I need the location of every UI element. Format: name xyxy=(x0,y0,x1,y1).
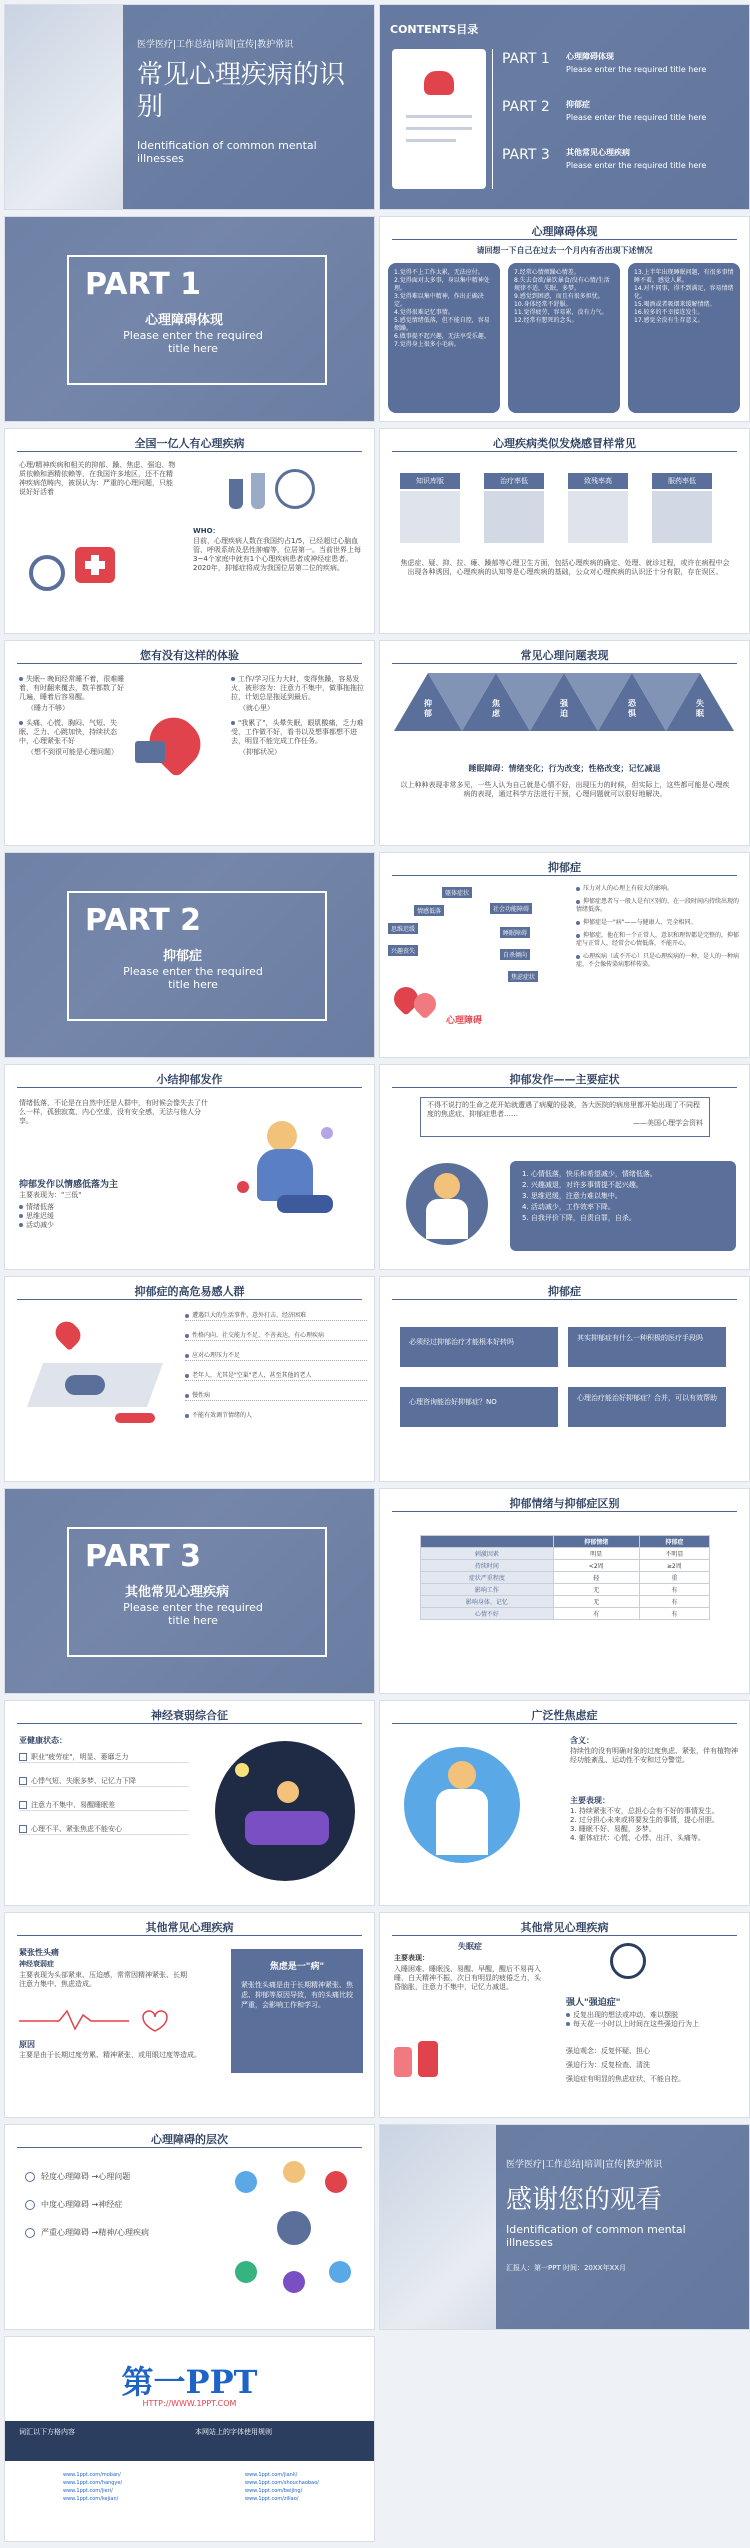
anxiety-def: 持续性的没有明确对象的过度焦虑、紧张，伴有植物神经功能紊乱、运动性不安和过分警觉。 xyxy=(570,1747,738,1764)
slide-symptoms[interactable] xyxy=(379,216,750,422)
cover-top: 医学医疗|工作总结|培训|宣传|教护常识 xyxy=(137,40,294,50)
slide-part1[interactable] xyxy=(4,216,375,422)
hearts-icon xyxy=(394,981,442,1025)
experience-left: 失眠-- 晚间经常睡不着，很难睡着，有时翻来覆去，数羊都数了好几遍，睡着后容易醒。 （睡力不够） 头痛、心慌、胸闷、气短、失眠、乏力、心跳加快，持续状态中，心理紧张不好 （想不到很可能是心理问题） xyxy=(19,675,125,756)
depression-tag-3: 思维迟缓 xyxy=(388,923,418,934)
slide-other-1[interactable] xyxy=(4,1912,375,2118)
other1-title: 其他常见心理疾病 xyxy=(145,1921,234,1934)
clipboard-icon xyxy=(392,49,486,189)
other2-p4: 强迫行为：反复检查、清洗 xyxy=(566,2061,650,2069)
network-illustration xyxy=(225,2161,365,2311)
common-title: 心理疾病类似发烧感冒样常见 xyxy=(493,437,636,450)
cover-sub: Identification of common mental illnesses xyxy=(137,139,317,165)
symptoms-question: 请回想一下自己在过去一个月内有否出现下述情况 xyxy=(476,246,653,255)
sad-person-illustration xyxy=(237,1111,347,1241)
other2-p5: 强迫症有明显的焦虑症状，不能自控。 xyxy=(566,2075,685,2083)
problem-2: 焦虑 xyxy=(492,699,500,718)
slide-experience[interactable] xyxy=(4,640,375,846)
part1-title: 心理障碍体现 xyxy=(145,313,224,328)
problems-line: 睡眠障碍：情绪变化；行为改变；性格改变；记忆减退 xyxy=(468,764,661,773)
bottles-icon xyxy=(394,2033,464,2093)
slide-neurasthenia[interactable] xyxy=(4,1700,375,1906)
problem-4: 恐惧 xyxy=(628,699,636,718)
other2-h2: 强人"强迫症" xyxy=(566,1998,621,2008)
qa-box-1: 必须经过抑郁治疗才能根本好转吗 xyxy=(400,1327,558,1367)
part3-number: PART 3 xyxy=(85,1539,201,1574)
night-sofa-illustration xyxy=(215,1741,355,1881)
part1-number: PART 1 xyxy=(85,267,201,302)
anxiety-sym-label: 主要表现： xyxy=(570,1796,610,1805)
main-symptoms-title: 抑郁发作——主要症状 xyxy=(509,1073,620,1086)
other2-h1: 失眠症 xyxy=(458,1942,482,1951)
footer-left-heading: 词汇以下方格内容 xyxy=(19,2428,75,2436)
slide-depression[interactable] xyxy=(379,852,750,1058)
first-aid-icon xyxy=(25,541,115,601)
slide-other-2[interactable] xyxy=(379,1912,750,2118)
prevalence-title: 全国一亿人有心理疾病 xyxy=(134,437,245,450)
slide-part3[interactable] xyxy=(4,1488,375,1694)
slide-common[interactable] xyxy=(379,428,750,634)
neurasthenia-list: 职业"疲劳症"，明显、萎靡乏力 心悸气短、失眠多梦、记忆力下降 注意力不集中、易醒睡眠差 心理不平、紧张焦虑不能安心 xyxy=(19,1753,189,1835)
heartbeat-icon xyxy=(19,2007,169,2033)
qa-box-4: 心理治疗能治好抑郁症？合并，可以有效帮助 xyxy=(568,1387,726,1427)
thanks-panel xyxy=(496,2125,750,2330)
levels-title: 心理障碍的层次 xyxy=(151,2133,228,2146)
footer-right-heading: 本网站上的字体使用规则 xyxy=(195,2428,272,2436)
other1-box: 焦虑是一"病" 紧张性头痛是由于长期精神紧张、焦虑、抑郁等原因导致，有的头痛比较严重，会影响工作和学习。 xyxy=(231,1949,363,2073)
footer-links-right: www.1ppt.com/jianli/ www.1ppt.com/shouchaobao/ www.1ppt.com/beijing/ www.1ppt.com/ziliao/ xyxy=(245,2472,319,2502)
compare-table: 抑郁情绪 抑郁症 刺激因素 明显 不明显 持续时间 <2周 ≥2周 症状严重程度 轻 重 影响工作 无 有 影响身体、记忆 无 有 心情不好 有 有 xyxy=(420,1535,710,1620)
summary-items: 情绪低落 思维迟缓 活动减少 xyxy=(19,1203,54,1230)
common-card-1: 知识库版 xyxy=(400,473,460,489)
other1-p1: 主要表现为头部紧束、压迫感，常常因精神紧张、长期注意力集中、焦虑造成。 xyxy=(19,1971,187,1988)
slide-thanks[interactable] xyxy=(379,2124,750,2330)
doctor-illustration xyxy=(404,1747,520,1863)
risk-title: 抑郁症的高危易感人群 xyxy=(134,1285,245,1298)
main-symptoms-quote: 不得不说打的生命之花开始就遭遇了病魔的侵袭，各大医院的病房里都开始出现了不同程度的焦虑症、抑郁症患者…… ——美国心理学会资料 xyxy=(420,1097,710,1137)
other2-title: 其他常见心理疾病 xyxy=(520,1921,609,1934)
doctor-icon xyxy=(406,1163,488,1245)
slide-prevalence[interactable] xyxy=(4,428,375,634)
slide-cover[interactable] xyxy=(4,4,375,210)
anxiety-title: 广泛性焦虑症 xyxy=(531,1709,598,1722)
contents-panel xyxy=(380,5,750,210)
table-row: 症状严重程度 轻 重 xyxy=(421,1572,710,1584)
other2-p3: 强迫观念：反复怀疑、担心 xyxy=(566,2047,650,2055)
footer-logo[interactable]: 第一PPT xyxy=(121,2363,258,2401)
contents-label: CONTENTS目录 xyxy=(390,23,479,36)
table-row: 持续时间 <2周 ≥2周 xyxy=(421,1560,710,1572)
slide-main-symptoms[interactable] xyxy=(379,1064,750,1270)
other1-h3: 原因 xyxy=(19,2040,35,2049)
anxiety-def-label: 含义： xyxy=(570,1736,594,1745)
stethoscope-icon xyxy=(590,1943,650,1993)
contents-sub-3: Please enter the required title here xyxy=(566,161,707,170)
common-photo-3 xyxy=(568,491,628,543)
depression-title: 抑郁症 xyxy=(548,861,581,874)
heart-icon xyxy=(135,711,215,781)
symptoms-card-2: 7.经常心情烦躁心情差。 8.失去食欲/暴饮暴食/没有心情/生活规律不适，失眠，多梦。 9.感觉到困惑，而且有很多担忧。 10.身体经常不舒服。 11.觉得疲劳，容易累，没有力气。 12.经常有想死的念头。 xyxy=(508,263,620,413)
other1-p2: 主要是由于长期过度劳累、精神紧张，或用眼过度等造成。 xyxy=(19,2051,201,2059)
thanks-top: 医学医疗|工作总结|培训|宣传|教护常识 xyxy=(506,2160,663,2170)
common-paragraph: 焦虑症、疑、抑、拉、瘫、躁郁等心理卫生方面，包括心理疾病的确定、处理、就诊过程，或许在病程中会出现各种诱因，心理疾病的认知等是心理疾病的基础，公众对心理疾病的认识还十分有限，存在误区。 xyxy=(400,559,730,576)
depression-tag-6: 睡眠障碍 xyxy=(500,927,530,938)
part3-sub: Please enter the required title here xyxy=(123,1601,263,1627)
depression-bullets: 压力对人的心理上有较大的影响。 抑郁症患者与一般人是有区别的、在一段时间内持续出现的情绪低落。 抑郁症是一"病"——与健康人、完全相同。 抑郁症，他在和一个正常人，意识和理智都是完整的，抑郁症与正常人，经常会心情低落，不能开心。 心理疾病（或不开心）只是心理疾病的一种，是人的一种病症，不会像传染病那样传染。 xyxy=(576,885,740,968)
contents-part-2[interactable]: PART 2 xyxy=(502,99,550,115)
contents-part-3[interactable]: PART 3 xyxy=(502,147,550,163)
experience-right: 工作/学习压力大时，变得焦躁，容易发火，被形容为：注意力不集中，做事拖拖拉拉，计划总是拖延到最后。 （就心里） "我累了"，头晕失眠，眼肌酸痛，乏力难受，工作做不好，看书以及想事都想不进去，明显不能完成工作任务。 （抑郁状况） xyxy=(231,675,364,756)
problems-title: 常见心理问题表现 xyxy=(520,649,609,662)
summary-p: 情绪低落，不论是在自然中还是人群中，有时候会像失去了什么一样，孤独寂寞，内心空虚，没有安全感，无法与他人分享。 xyxy=(19,1099,208,1125)
problem-3: 强迫 xyxy=(560,699,568,718)
depression-tag-8: 焦虑症状 xyxy=(508,971,538,982)
slide-problems[interactable] xyxy=(379,640,750,846)
part2-sub: Please enter the required title here xyxy=(123,965,263,991)
symptoms-card-1: 1.觉得不上工作太累，无法应付。 2.觉得面对太多事，身以集中精神处理。 3.觉得难以集中精神，作出正确决定。 4.觉得很难记忆事情。 5.感觉情绪低落，但不能自控，容易烦躁。 6.做事提不起兴趣，无法享受乐趣。 7.觉得身上很多小毛病。 xyxy=(388,263,500,413)
table-row: 刺激因素 明显 不明显 xyxy=(421,1548,710,1560)
lab-icon xyxy=(219,463,339,513)
thanks-meta: 汇报人：第一PPT 时间：20XX年XX月 xyxy=(506,2264,627,2272)
problems-paragraph: 以上种种表现非常多见，一些人认为自己就是心情不好，出现压力的时候，但实际上，这些都可能是心理疾病的表现，通过科学方法进行干预，心理问题就可以很好地解决。 xyxy=(400,781,730,798)
slide-footer[interactable] xyxy=(4,2336,375,2542)
cover-title: 常见心理疾病的识别 xyxy=(137,60,346,122)
slide-risk[interactable] xyxy=(4,1276,375,1482)
qa-box-3: 心理咨询能治好抑郁症？NO xyxy=(400,1387,558,1427)
table-row: 心情不好 有 有 xyxy=(421,1608,710,1620)
cover-panel xyxy=(123,5,375,210)
slide-summary[interactable] xyxy=(4,1064,375,1270)
other2-p1: 主要表现： xyxy=(394,1954,429,1962)
footer-url[interactable]: HTTP://WWW.1PPT.COM xyxy=(142,2399,237,2408)
depression-tag-7: 自杀倾向 xyxy=(500,949,530,960)
risk-list: 遭遇巨大的生活事件、意外打击、经济困难 性格内向、社交能力不足、不善表达，有心理疾病 应对心理压力不足 老年人，尤其是"空巢"老人，甚至其他的老人 慢性病 不能有效调节情绪的人 xyxy=(185,1311,367,1420)
contents-title-1: 心理障碍体现 xyxy=(566,52,614,61)
slide-part2[interactable] xyxy=(4,852,375,1058)
common-photo-4 xyxy=(652,491,712,543)
other2-items: 反复出现的想法或冲动，难以摆脱 每天花一小时以上时间在这些强迫行为上 xyxy=(566,2011,742,2029)
prevalence-who: WHO： xyxy=(193,527,220,535)
part3-title: 其他常见心理疾病 xyxy=(125,1585,230,1600)
common-card-2: 治疗率低 xyxy=(484,473,544,489)
other1-h1: 紧张性头痛 xyxy=(19,1948,59,1957)
depression-tag-1: 躯体症状 xyxy=(442,887,472,898)
footer-band xyxy=(5,2421,375,2461)
contents-title-3: 其他常见心理疾病 xyxy=(566,148,630,157)
part2-number: PART 2 xyxy=(85,903,201,938)
anxiety-sym: 1. 持续紧张不安，总担心会有不好的事情发生。 2. 过分担心未来或将要发生的事情，提心吊胆。 3. 睡眠不好、易醒，多梦。 4. 躯体症状：心慌、心悸、出汗、头痛等。 xyxy=(570,1807,719,1842)
depression-tag-4: 社会功能障碍 xyxy=(490,903,532,914)
thanks-title: 感谢您的观看 xyxy=(506,2185,663,2215)
slide-compare[interactable] xyxy=(379,1488,750,1694)
slide-levels[interactable] xyxy=(4,2124,375,2330)
summary-p3: 主要表现为："三低" xyxy=(19,1191,82,1199)
contents-title-2: 抑郁症 xyxy=(566,100,590,109)
compare-title: 抑郁情绪与抑郁症区别 xyxy=(509,1497,620,1510)
prevalence-p1: 心理/精神疾病和相关的抑郁、躁、焦虑、强迫、物质依赖和酒精依赖等，在我国许多地区，还不在精神疾病范畴内，被误认为：严重的心理问题，只能说好好活着 xyxy=(19,461,176,496)
common-card-4: 服药率低 xyxy=(652,473,712,489)
problem-1: 抑郁 xyxy=(424,699,432,718)
depression-tag-5: 兴趣丧失 xyxy=(388,945,418,956)
common-card-3: 致残率高 xyxy=(568,473,628,489)
depression-tag-2: 情感低落 xyxy=(414,905,444,916)
part2-title: 抑郁症 xyxy=(163,949,203,964)
problem-5: 失眠 xyxy=(696,699,704,718)
experience-title: 您有没有这样的体验 xyxy=(140,649,239,662)
contents-sub-1: Please enter the required title here xyxy=(566,65,707,74)
common-photo-1 xyxy=(400,491,460,543)
neurasthenia-title: 神经衰弱综合征 xyxy=(151,1709,228,1722)
thanks-sub: Identification of common mental illnesses xyxy=(506,2223,686,2249)
common-photo-2 xyxy=(484,491,544,543)
slide-anxiety[interactable] xyxy=(379,1700,750,1906)
slide-contents[interactable] xyxy=(379,4,750,210)
prevalence-p2: 目前，心理疾病人数在我国约占1/5，已经超过心脑血管、呼吸系统及恶性肿瘤等，位居第一。当前世界上每3~4个家庭中就有1个心理疾病患者或神经症患者。2020年，抑郁症将成为我国位居第二位的疾病。 xyxy=(193,537,361,572)
neurasthenia-sub: 亚健康状态： xyxy=(19,1736,67,1745)
qa-title: 抑郁症 xyxy=(548,1285,581,1298)
symptoms-title: 心理障碍体现 xyxy=(531,225,598,238)
qa-box-2: 其实抑郁症有什么一种积极的医疗手段吗 xyxy=(568,1327,726,1367)
other1-h2: 神经衰弱症 xyxy=(19,1960,54,1968)
medicine-illustration xyxy=(25,1313,175,1453)
symptoms-card-3: 13.上半年出现睡眠问题，有很多事情睡不着，感觉人累。 14.对不同事，得不到满足，容易情绪化。 15.喝酒或者吸烟来缓解情绪。 16.较多的不幸接连发生。 17.感觉全没有生存意义。 xyxy=(628,263,740,413)
part1-sub: Please enter the required title here xyxy=(123,329,263,355)
slide-depression-qa[interactable] xyxy=(379,1276,750,1482)
summary-title: 小结抑郁发作 xyxy=(156,1073,223,1086)
main-symptoms-list: 1. 心情低落，快乐和希望减少，情绪低落。 2. 兴趣减退，对许多事情提不起兴趣。 3. 思维迟缓，注意力难以集中。 4. 活动减少，工作效率下降。 5. 自我评价下降，自责自罪，自杀。 xyxy=(510,1161,736,1251)
footer-links-left: www.1ppt.com/moban/ www.1ppt.com/hangye/ www.1ppt.com/jieri/ www.1ppt.com/kejian/ xyxy=(63,2472,123,2502)
table-row: 影响工作 无 有 xyxy=(421,1584,710,1596)
contents-sub-2: Please enter the required title here xyxy=(566,113,707,122)
other2-p2: 入睡困难、睡眠浅、易醒、早醒，醒后不易再入睡，白天精神不振，次日有明显的疲倦乏力，头昏脑胀，注意力不集中，记忆力减退。 xyxy=(394,1965,541,1991)
summary-p2: 抑郁发作以情感低落为主 xyxy=(19,1180,119,1190)
levels-list: 轻度心理障碍 →心理问题 中度心理障碍 →神经症 严重心理障碍 →精神/心理疾病 xyxy=(25,2171,149,2239)
contents-part-1[interactable]: PART 1 xyxy=(502,51,550,67)
table-row: 影响身体、记忆 无 有 xyxy=(421,1596,710,1608)
depression-badge: 心理障碍 xyxy=(446,1016,483,1026)
